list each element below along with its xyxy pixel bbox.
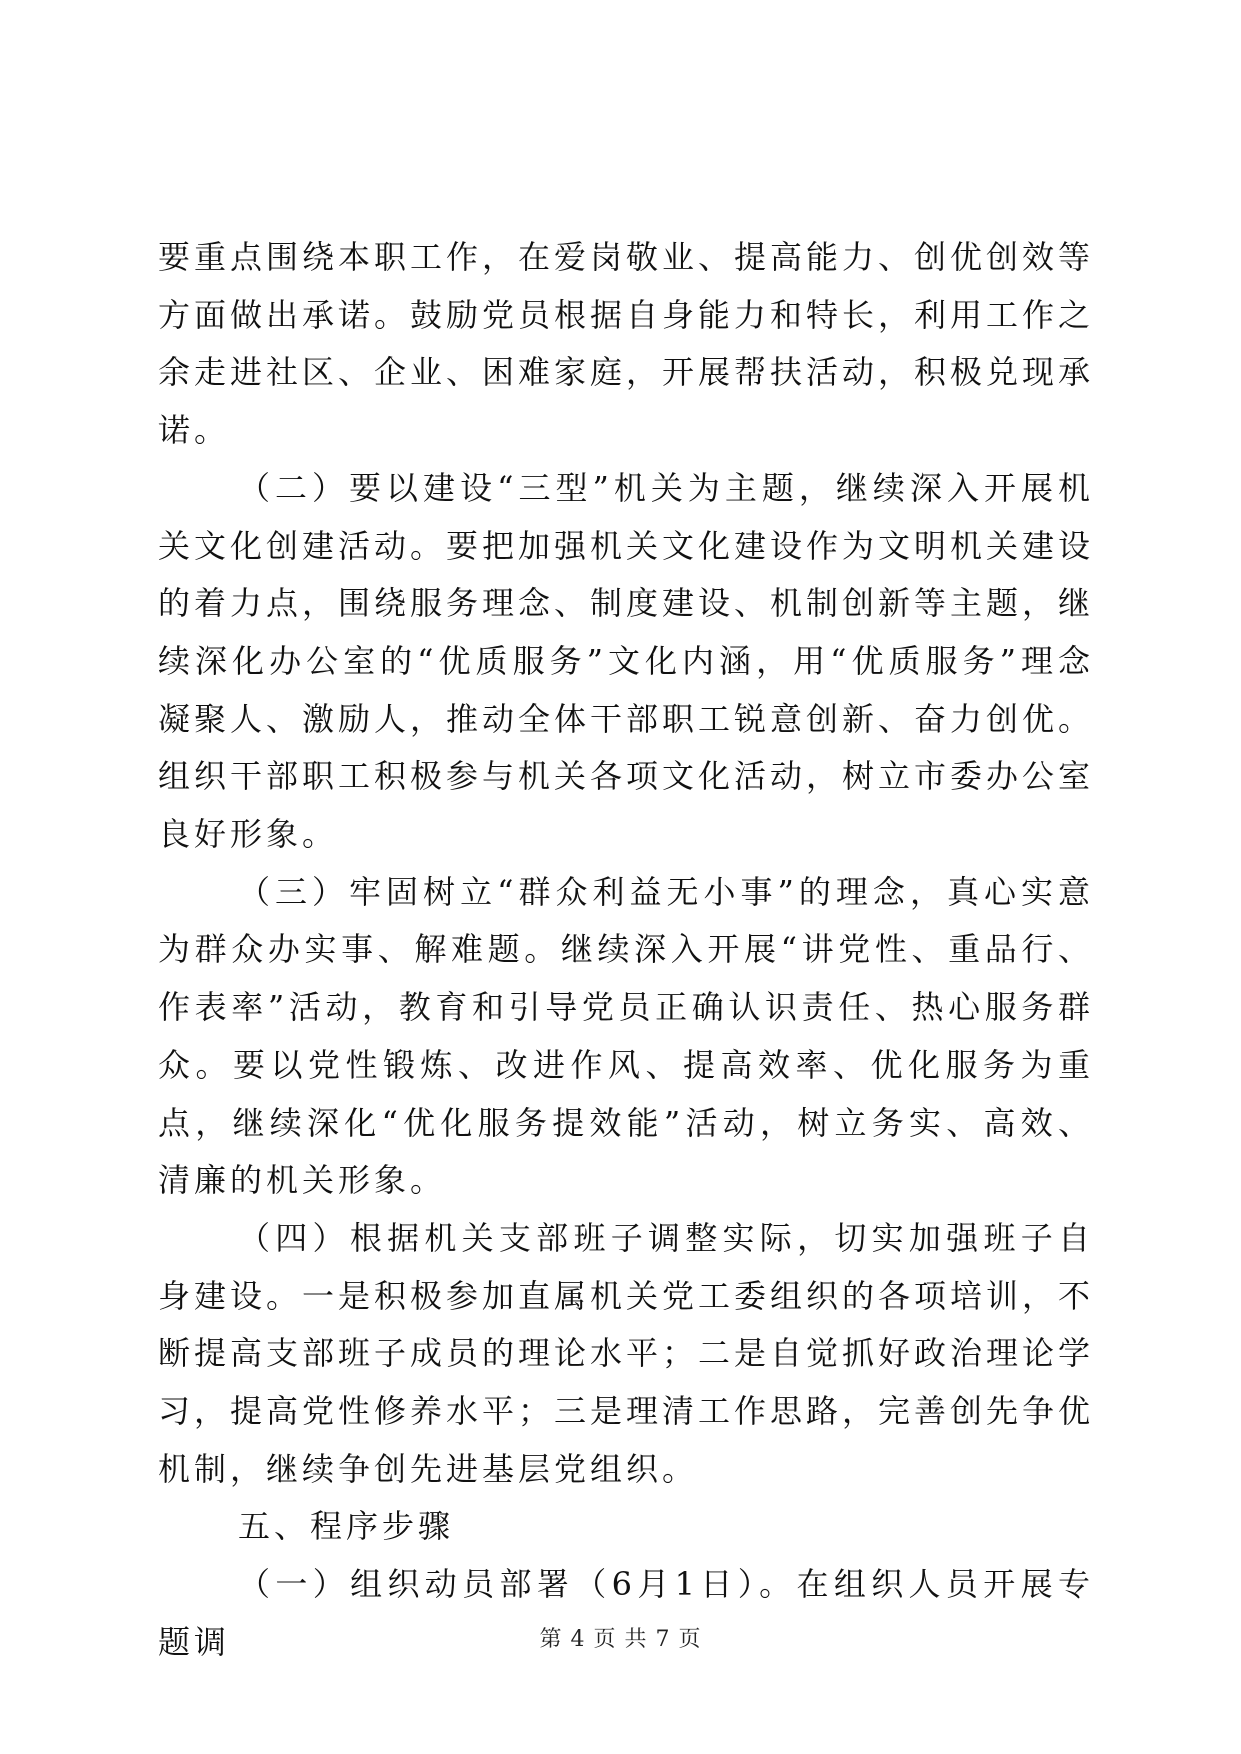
paragraph-1: 要重点围绕本职工作，在爱岗敬业、提高能力、创优创效等方面做出承诺。鼓励党员根据自身能力和特长，利用工作之余走进社区、企业、困难家庭，开展帮扶活动，积极兑现承诺。 bbox=[158, 238, 1095, 450]
paragraph-2: （二）要以建设“三型”机关为主题，继续深入开展机关文化创建活动。要把加强机关文化建设作为文明机关建设的着力点，围绕服务理念、制度建设、机制创新等主题，继续深化办公室的“优质服务”文化内涵，用“优质服务”理念凝聚人、激励人，推动全体干部职工锐意创新、奋力创优。组织干部职工积极参与机关各项文化活动，树立市委办公室良好形象。 bbox=[158, 468, 1095, 854]
paragraph-3: （三）牢固树立“群众利益无小事”的理念，真心实意为群众办实事、解难题。继续深入开展“讲党性、重品行、作表率”活动，教育和引导党员正确认识责任、热心服务群众。要以党性锻炼、改进作风、提高效率、优化服务为重点，继续深化“优化服务提效能”活动，树立务实、高效、清廉的机关形象。 bbox=[158, 872, 1094, 1200]
section-heading: 五、程序步骤 bbox=[238, 1507, 455, 1546]
page-footer: 第 4 页 共 7 页 bbox=[539, 1627, 702, 1652]
paragraph-5: （一）组织动员部署（6月1日）。在组织人员开展专题调 bbox=[158, 1565, 1094, 1661]
document-body bbox=[158, 229, 1094, 1672]
paragraph-4: （四）根据机关支部班子调整实际，切实加强班子自身建设。一是积极参加直属机关党工委组织的各项培训，不断提高支部班子成员的理论水平；二是自觉抓好政治理论学习，提高党性修养水平；三是理清工作思路，完善创先争优机制，继续争创先进基层党组织。 bbox=[158, 1218, 1095, 1488]
